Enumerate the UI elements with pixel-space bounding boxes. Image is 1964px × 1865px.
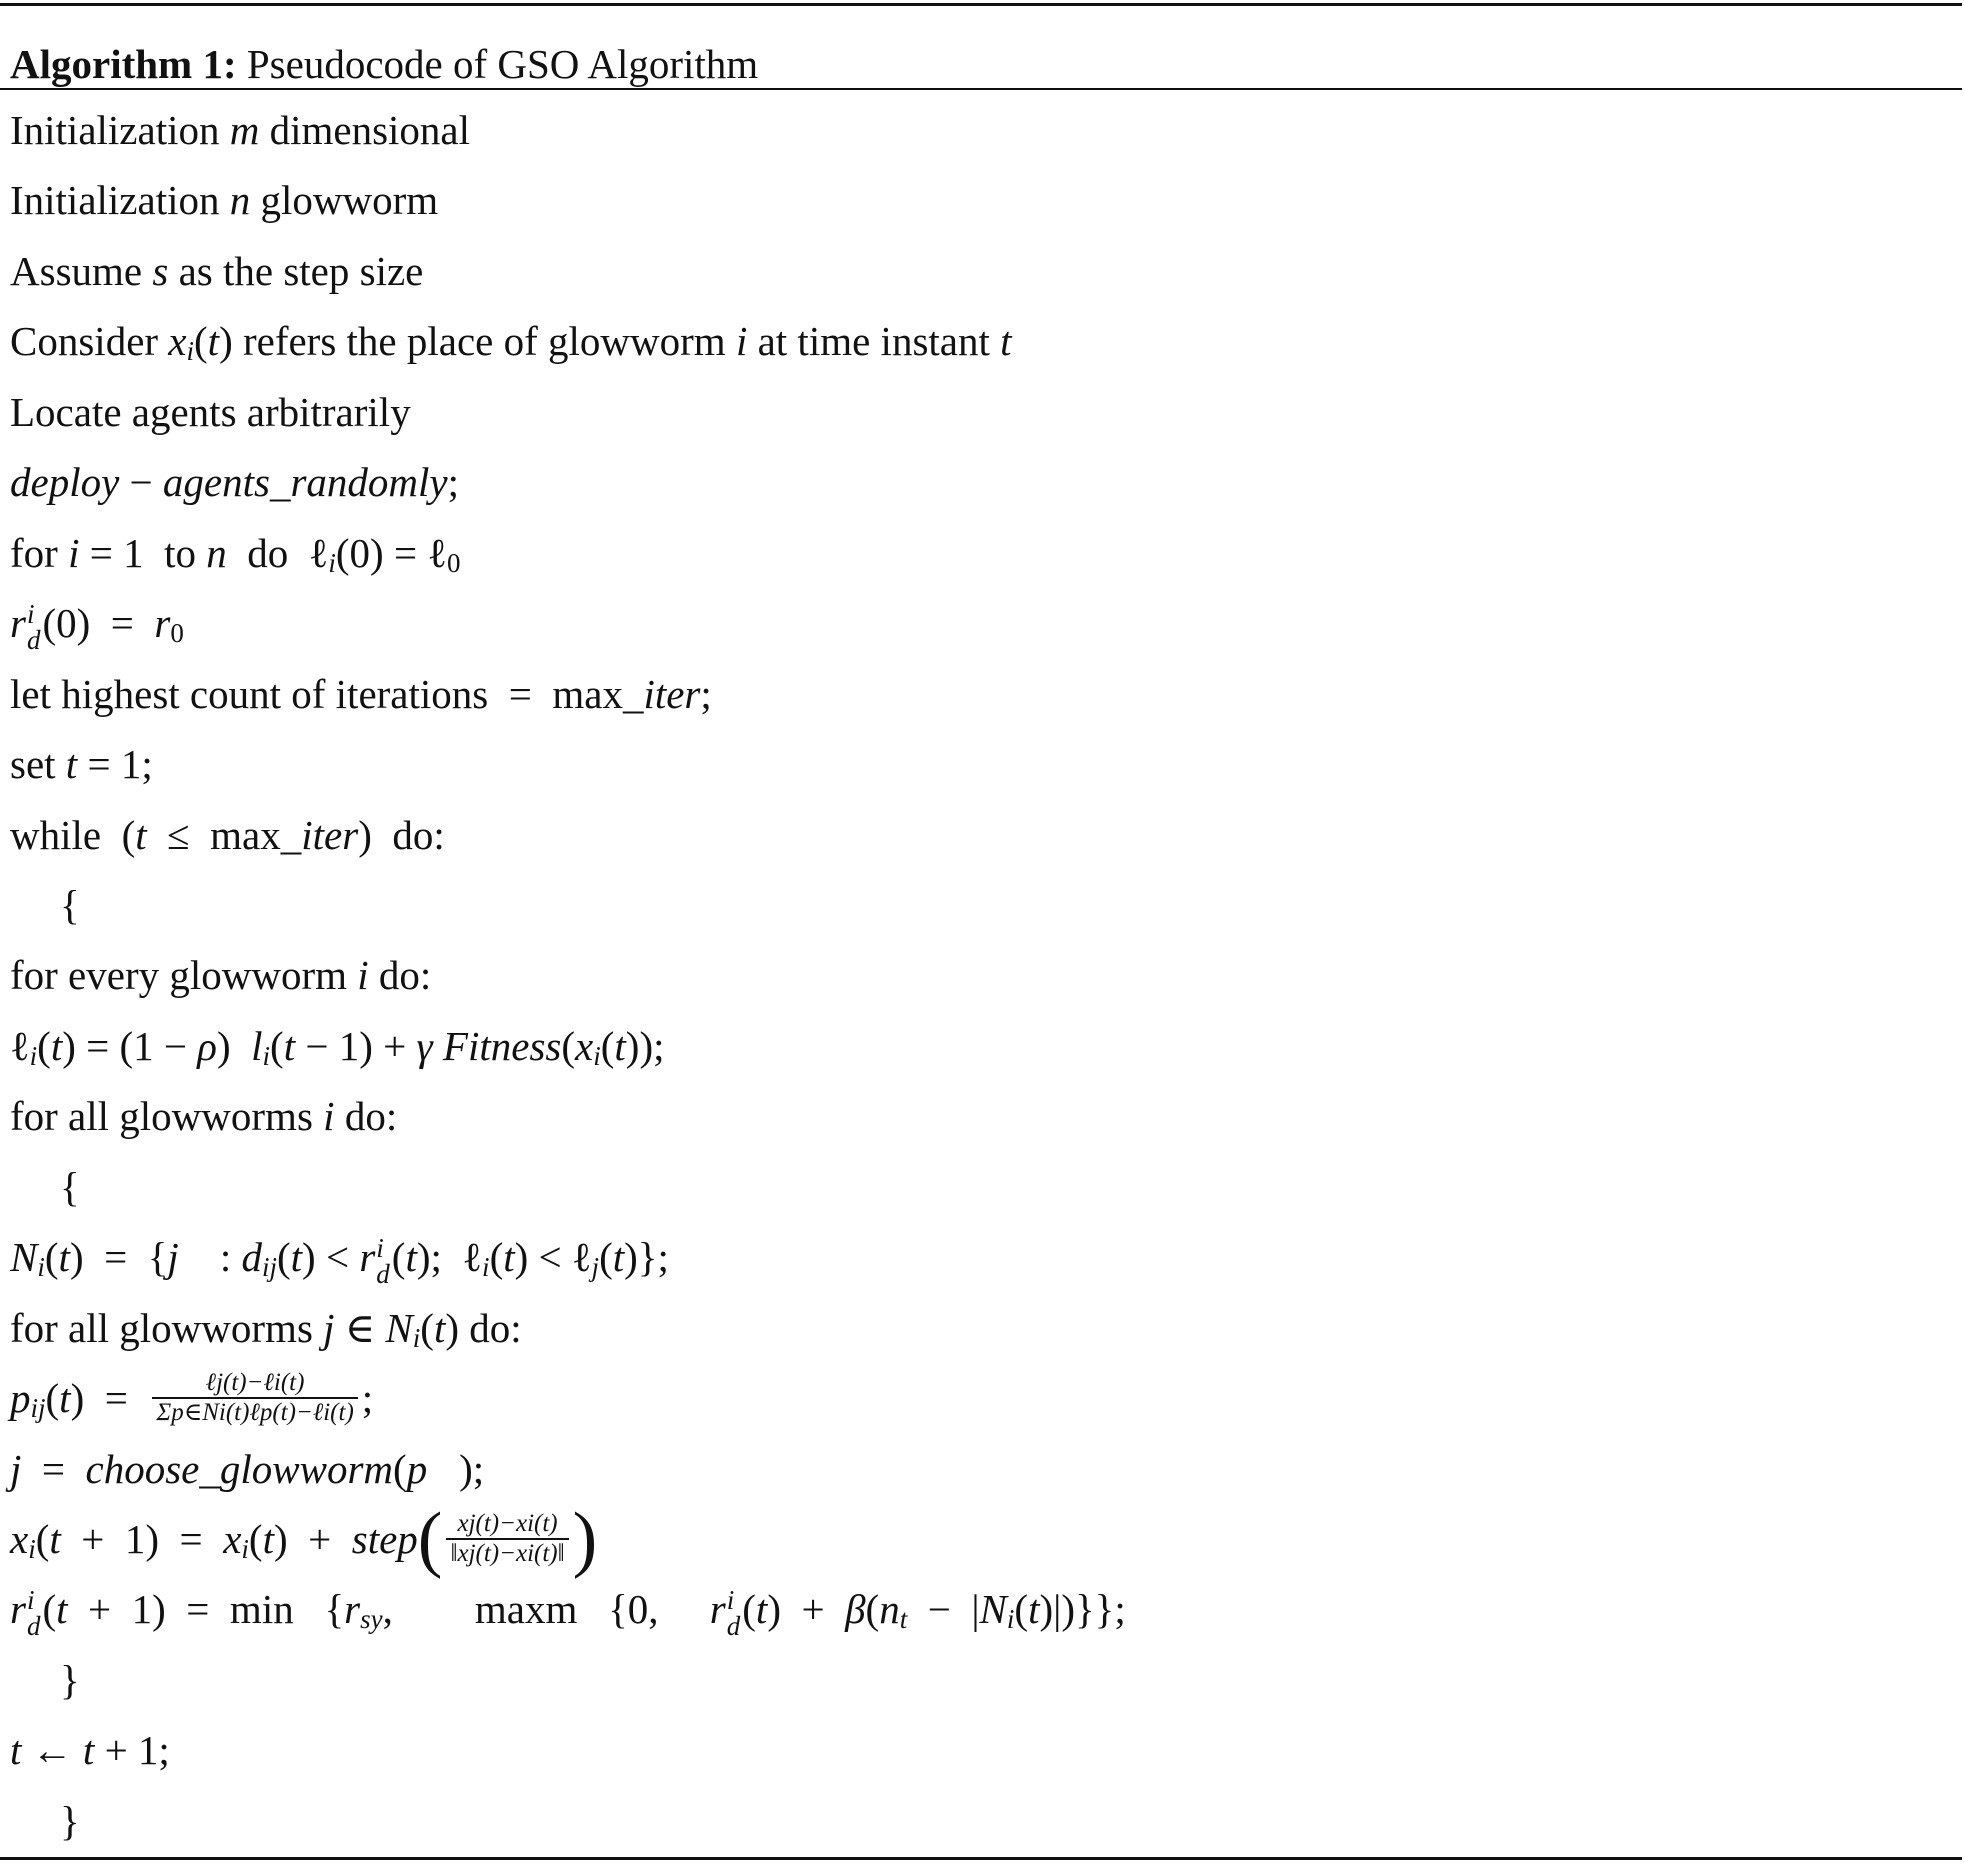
code-line [10,1227,669,1290]
top-rule [0,3,1962,6]
superscript: i [726,1585,735,1616]
subscript: i [262,1040,271,1071]
text: ) do: [358,811,445,858]
text: ; [361,1375,374,1422]
text: ( [1014,1586,1029,1633]
math-var: r [154,600,171,647]
math-var: deploy [10,459,120,506]
math-var: n [879,1586,900,1633]
math-var: x [168,318,187,365]
subscript: i [37,1252,45,1283]
math-var: r [344,1586,361,1633]
text: − 1) + [295,1022,417,1069]
math-var: t [49,1516,61,1562]
math-var: γ [416,1022,433,1069]
code-line [10,1016,665,1076]
code-line [60,1791,80,1851]
text: ( [45,1375,60,1422]
big-paren: ) [572,1498,598,1580]
text: )); [625,1022,665,1069]
subscript: 0 [170,618,184,649]
math-var: r [709,1586,726,1633]
text: Assume [10,247,153,294]
text: ( [420,1304,434,1351]
text: do ℓ [226,529,329,576]
code-line [60,875,80,935]
denominator: Σp∈Ni(t)ℓp(t)−ℓi(t) [152,1397,357,1427]
text: : [178,1234,242,1281]
text: Consider [10,318,169,365]
code-line [10,311,1012,371]
math-var: t [59,1375,71,1422]
text: let highest count of iterations = max_ [10,670,644,717]
text: ∈ [334,1304,386,1351]
caption-rule [0,88,1962,90]
code-line [10,523,460,583]
text: ( [742,1586,756,1633]
text: ( [391,1234,406,1281]
numerator: ℓj(t)−ℓi(t) [205,1369,305,1397]
math-var: j [323,1304,335,1351]
text: ) + [767,1586,846,1633]
text: (0) = [42,600,155,647]
text: (0) = ℓ [335,529,447,576]
math-var: n [229,177,251,224]
sup-sub-index [26,599,41,656]
text: ) = (1 − [62,1022,198,1069]
math-var: r [10,600,26,647]
math-var: iter [301,811,359,858]
superscript: i [376,1233,384,1264]
text: ) = { [69,1234,168,1281]
text: ( [248,1516,263,1562]
text: { [60,1163,80,1210]
fraction [152,1369,357,1427]
text: ( [194,318,208,365]
math-var: t [262,1516,274,1562]
subscript: t [899,1604,908,1635]
subscript: i [241,1534,249,1564]
math-var: j [167,1234,179,1281]
text: = [21,1445,86,1492]
text: , maxm {0, [382,1586,710,1633]
text: ( [44,1234,59,1281]
text: ← [21,1727,83,1774]
denominator: ‖xj(t)−xi(t)‖ [446,1538,568,1568]
math-var: t [58,1234,70,1281]
math-var: step [351,1516,418,1562]
text: ; [447,459,460,506]
text: Locate agents arbitrarily [10,388,411,435]
subscript: d [376,1259,390,1290]
text: ( [276,1234,291,1281]
code-line [10,100,470,160]
text: ( [37,1022,51,1069]
math-var: t [82,1727,95,1774]
text: − [119,459,163,506]
math-var: t [290,1234,303,1281]
subscript: j [591,1252,600,1283]
code-line [10,382,411,442]
subscript: sy [360,1604,383,1635]
text: ) + [273,1516,352,1562]
text [433,1016,443,1076]
code-line [10,1720,170,1780]
text: ( [42,1586,57,1633]
code-line [10,734,153,794]
math-var: t [614,1022,626,1069]
text: − | [907,1586,980,1633]
math-var: t [50,1022,63,1069]
subscript: i [186,336,195,367]
algorithm-caption [10,38,758,90]
math-var: iter [643,670,701,717]
text: ); [459,1445,485,1492]
math-var: x [10,1516,29,1562]
text: ( [393,1445,407,1492]
subscript: d [726,1611,741,1642]
text: ( [865,1586,880,1633]
code-line [10,1498,598,1580]
sup-sub-index [376,1233,390,1290]
code-line [10,945,431,1005]
math-var: N [979,1586,1007,1633]
subscript: i [482,1252,490,1283]
math-var: n [206,529,227,576]
math-var: x [575,1022,594,1069]
code-line [10,1368,373,1428]
text: )|)}}; [1039,1586,1126,1633]
math-var: t [755,1586,768,1633]
text: for all glowworms [10,1304,324,1351]
text: + 1) = [60,1516,224,1562]
math-var: t [65,741,78,788]
subscript: i [1006,1604,1015,1635]
math-var: p⃗ [406,1445,460,1492]
code-line [10,1086,397,1146]
math-var: t [405,1234,417,1281]
text: + 1; [94,1727,170,1774]
subscript: i [328,547,336,578]
subscript: i [412,1322,421,1353]
math-var: i [68,529,80,576]
text: ( [599,1234,613,1281]
math-var: β [845,1586,866,1633]
math-var: choose_glowworm [85,1445,394,1492]
sup-sub-index [726,1585,741,1642]
text: = 1; [77,741,153,788]
math-var: N [385,1304,413,1351]
text: as the step size [168,247,424,294]
math-var: m [229,107,260,153]
math-var: Fitness [442,1022,562,1069]
math-var: x [223,1516,242,1562]
text: )}; [624,1234,669,1281]
text: ≤ max_ [146,811,302,858]
text: do: [334,1093,398,1140]
text: ) < ℓ [514,1234,592,1281]
math-var: t [612,1234,625,1281]
superscript: i [26,1585,35,1616]
text: for [10,529,69,576]
math-var: t [1028,1586,1040,1633]
code-line [10,593,184,656]
text: + 1) = min { [67,1586,345,1633]
text: ; [700,670,712,717]
superscript: i [26,599,35,630]
math-var: agents_randomly [162,459,448,506]
text: at time instant [747,318,1001,365]
text: dimensional [259,107,471,153]
algorithm-label: Algorithm 1: [10,41,237,87]
text: ( [600,1022,615,1069]
math-var: p [10,1375,31,1422]
code-line [60,1157,80,1217]
code-line [10,1298,522,1358]
text: ( [270,1022,284,1069]
subscript: ij [30,1393,46,1424]
text: glowworm [250,177,439,224]
math-var: t [10,1727,22,1774]
code-line [60,1650,80,1710]
text: ) do: [445,1304,522,1351]
subscript: i [28,1534,36,1564]
math-var: r [10,1586,26,1633]
text: ) = [70,1375,149,1422]
code-line [10,805,445,865]
code-line [10,1579,1126,1642]
math-var: j [10,1445,22,1492]
text: } [60,1797,80,1844]
text: while ( [10,811,136,858]
subscript: 0 [446,547,461,578]
text: = 1 to [79,529,207,576]
algorithm-title: Pseudocode of GSO Algorithm [236,41,759,87]
big-paren: ( [417,1498,443,1580]
text: ) [216,1022,252,1069]
code-line [10,664,712,724]
math-var: t [56,1586,68,1633]
math-var: r [359,1234,376,1281]
code-line [10,170,438,230]
math-var: i [357,952,369,999]
math-var: N [10,1234,38,1281]
text: ) < [302,1234,360,1281]
fraction [446,1510,568,1568]
text: } [60,1656,80,1703]
bottom-rule [0,1857,1962,1860]
math-var: d [241,1234,262,1281]
math-var: t [433,1304,446,1351]
math-var: ρ [197,1022,217,1069]
math-var: t [207,318,220,365]
subscript: i [593,1040,601,1071]
subscript: i [29,1040,38,1071]
text: ) refers the place of glowworm [219,318,736,365]
code-line [10,452,459,512]
math-var: t [283,1022,296,1069]
text: do: [368,952,432,999]
math-var: t [135,811,147,858]
math-var: i [735,318,748,365]
code-line [10,1439,484,1499]
math-var: s [152,247,169,294]
math-var: t [503,1234,515,1281]
text: for all glowworms [10,1093,324,1140]
text: ℓ [10,1022,30,1069]
text: set [10,741,66,788]
text: Initialization [10,177,230,224]
text: { [60,881,80,928]
text: ( [561,1022,576,1069]
subscript: ij [261,1252,277,1283]
subscript: d [26,1611,41,1642]
sup-sub-index [26,1585,41,1642]
text: ); ℓ [416,1234,483,1281]
numerator: xj(t)−xi(t) [457,1510,558,1537]
math-var: i [323,1093,335,1140]
text: for every glowworm [10,952,358,999]
math-var: t [1000,318,1012,365]
text: ( [35,1516,50,1562]
text: ( [489,1234,504,1281]
text: Initialization [10,107,230,153]
subscript: d [26,625,41,656]
math-var: l [251,1022,263,1069]
code-line [10,241,423,301]
